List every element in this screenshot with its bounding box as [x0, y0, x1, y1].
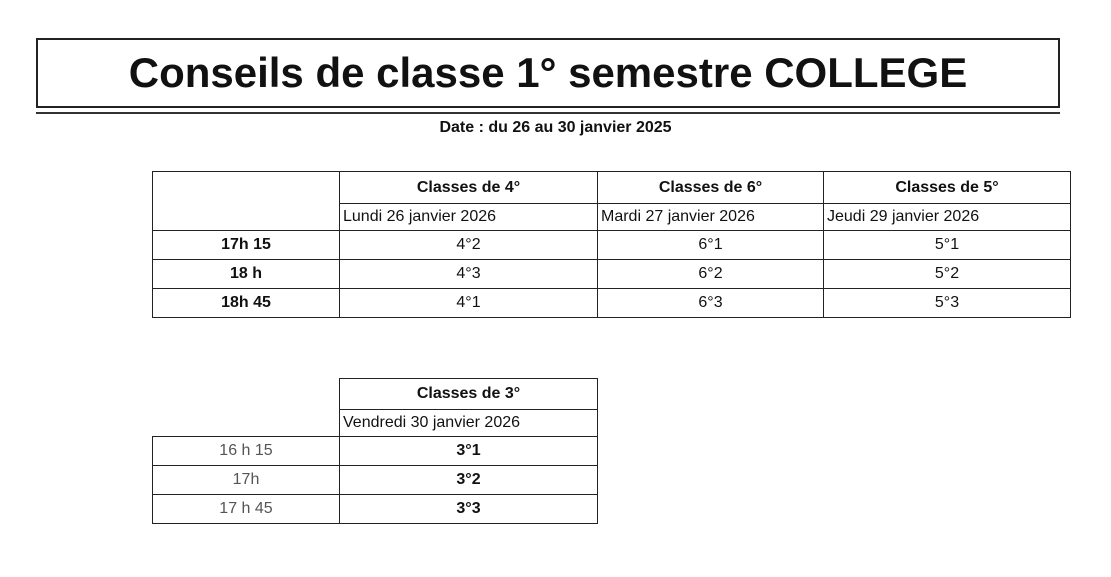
time-cell: 17 h 45 [153, 495, 340, 524]
class-cell: 4°1 [340, 289, 598, 318]
class-cell: 4°3 [340, 260, 598, 289]
schedule-table-3eme [152, 378, 598, 524]
time-cell: 18 h [153, 260, 340, 289]
class-cell: 3°3 [340, 495, 598, 524]
class-cell: 5°2 [824, 260, 1071, 289]
schedule-table-main [152, 171, 1071, 318]
class-cell: 5°1 [824, 231, 1071, 260]
table-row [153, 495, 598, 524]
class-cell: 3°1 [340, 437, 598, 466]
table-corner-cell [153, 379, 340, 437]
column-date-header: Mardi 27 janvier 2026 [598, 204, 824, 231]
column-date-header: Vendredi 30 janvier 2026 [340, 410, 598, 437]
table-corner-cell [153, 172, 340, 231]
table-row [153, 437, 598, 466]
table-row [153, 231, 1071, 260]
time-cell: 17h [153, 466, 340, 495]
class-cell: 6°1 [598, 231, 824, 260]
time-cell: 16 h 15 [153, 437, 340, 466]
class-cell: 5°3 [824, 289, 1071, 318]
table-header-row [153, 379, 598, 410]
title-underline [36, 112, 1060, 114]
column-group-header: Classes de 5° [824, 172, 1071, 204]
time-cell: 17h 15 [153, 231, 340, 260]
column-date-header: Jeudi 29 janvier 2026 [824, 204, 1071, 231]
time-cell: 18h 45 [153, 289, 340, 318]
class-cell: 3°2 [340, 466, 598, 495]
page-title: Conseils de classe 1° semestre COLLEGE [128, 49, 968, 96]
column-group-header: Classes de 3° [340, 379, 598, 410]
table-header-row [153, 172, 1071, 204]
table-row [153, 289, 1071, 318]
title-box [36, 38, 1060, 108]
class-cell: 6°3 [598, 289, 824, 318]
date-range: Date : du 26 au 30 janvier 2025 [439, 119, 672, 136]
class-cell: 6°2 [598, 260, 824, 289]
table-row [153, 466, 598, 495]
column-date-header: Lundi 26 janvier 2026 [340, 204, 598, 231]
class-cell: 4°2 [340, 231, 598, 260]
column-group-header: Classes de 4° [340, 172, 598, 204]
table-row [153, 260, 1071, 289]
column-group-header: Classes de 6° [598, 172, 824, 204]
